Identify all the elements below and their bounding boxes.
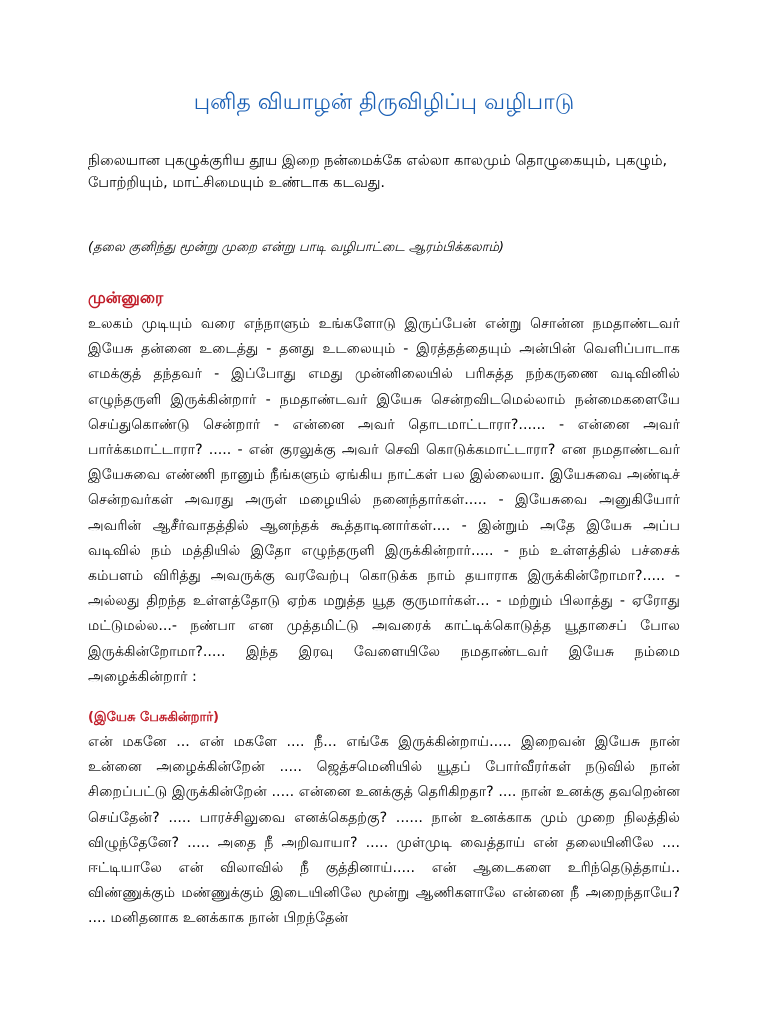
intro-text: நிலையான புகழுக்குரிய தூய இறை நன்மைக்கே எல்லா காலமும் தொழுகையும், புகழும், போற்றியும், மாட்சிமையும் உண்டாக கடவது. bbox=[88, 153, 668, 191]
instruction-text: (தலை குனிந்து மூன்று முறை என்று பாடி வழிபாட்டை ஆரம்பிக்கலாம்) bbox=[88, 240, 505, 255]
section-heading: முன்னுரை bbox=[88, 288, 164, 307]
paragraph-jesus-speaks: என் மகனே ... என் மகளே .... நீ... எங்கே இருக்கின்றாய்..... இறைவன் இயேசு நான் உன்னை அழைக்கின்றேன் ..... ஜெத்சமெனியில் யூதப் போர்வீரர்கள் நடுவில் நான் சிறைப்பட்டு இருக்கின்றேன் ..... என்னை உனக்குத் தெரிகிறதா? .... நான் உனக்கு தவறென்ன செய்தேன்? ..... பாரச்சிலுவை எனக்கெதற்கு? ...... நான் உனக்காக மும் முறை நிலத்தில் விழுந்தேனே? ..... அதை நீ அறிவாயா? ..... முள்முடி வைத்தாய் என் தலையினிலே .... ஈட்டியாலே என் விலாவில் நீ குத்தினாய்..... என் ஆடைகளை உரிந்தெடுத்தாய்.. விண்ணுக்கும் மண்ணுக்கும் இடையினிலே மூன்று ஆணிகளாலே என்னை நீ அறைந்தாயே? .... மனிதனாக உனக்காக நான் பிறந்தேன் bbox=[88, 734, 680, 927]
paragraph-introduction: உலகம் முடியும் வரை எந்நாளும் உங்களோடு இருப்பேன் என்று சொன்ன நமதாண்டவர் இயேசு தன்னை உடைத்து - தனது உடலையும் - இரத்தத்தையும் அன்பின் வெளிப்பாடாக எமக்குத் தந்தவர் - இப்போது எமது முன்னிலையில் பரிசுத்த நற்கருணை வடிவினில் எழுந்தருளி இருக்கின்றார் - நமதாண்டவர் இயேசு சென்றவிடமெல்லாம் நன்மைகளையே செய்துகொண்டு சென்றார் - என்னை அவர் தொடமாட்டாரா?...... - என்னை அவர் பார்க்கமாட்டாரா? ..... - என் குரலுக்கு அவர் செவி கொடுக்கமாட்டாரா? என நமதாண்டவர் இயேசுவை எண்ணி நானும் நீங்களும் ஏங்கிய நாட்கள் பல இல்லையா. இயேசுவை அண்டிச் சென்றவர்கள் அவரது அருள் மழையில் நனைந்தார்கள்..... - இயேசுவை அனுகியோர் அவரின் ஆசீர்வாதத்தில் ஆனந்தக் கூத்தாடினார்கள்.... - இன்றும் அதே இயேசு அப்ப வடிவில் நம் மத்தியில் இதோ எழுந்தருளி இருக்கின்றார்..... - நம் உள்ளத்தில் பச்சைக் கம்பளம் விரித்து அவருக்கு வரவேற்பு கொடுக்க நாம் தயாராக இருக்கின்றோமா?..... - அல்லது திறந்த உள்ளத்தோடு ஏற்க மறுத்த யூத குருமார்கள்... - மற்றும் பிலாத்து - ஏரோது மட்டுமல்ல...- நண்பா என முத்தமிட்டு அவரைக் காட்டிக்கொடுத்த யூதாசைப் போல இருக்கின்றோமா?..... இந்த இரவு வேளையிலே நமதாண்டவர் இயேசு நம்மை அழைக்கின்றார் : bbox=[88, 316, 680, 685]
document-title: புனித வியாழன் திருவிழிப்பு வழிபாடு bbox=[193, 90, 575, 115]
sub-heading: (இயேசு பேசுகின்றார்) bbox=[88, 710, 219, 725]
